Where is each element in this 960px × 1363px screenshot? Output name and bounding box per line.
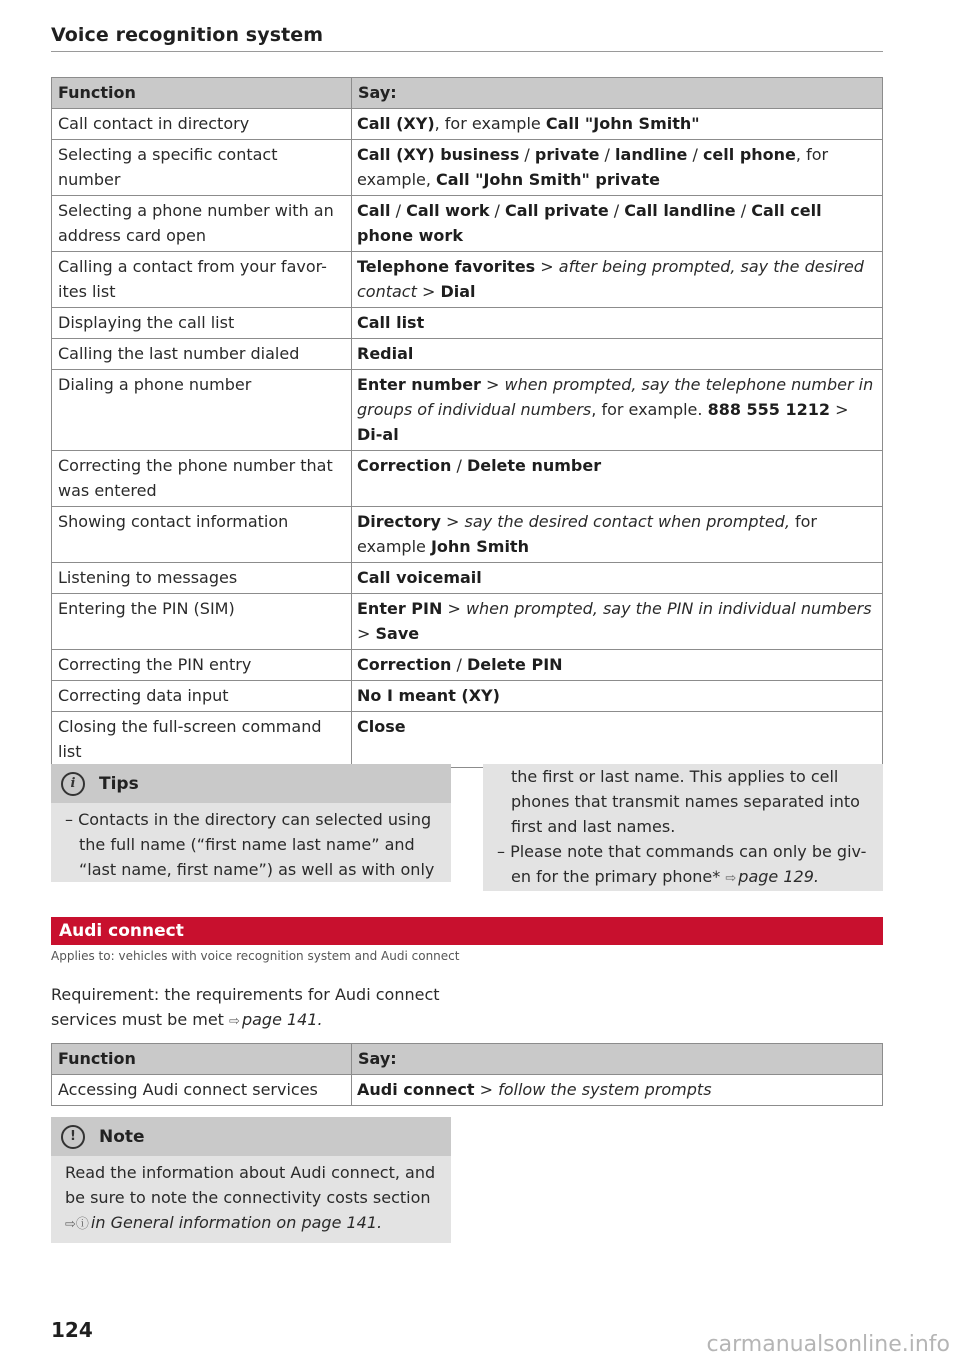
say-segment: Call work: [406, 201, 490, 220]
column-header-function: Function: [52, 1044, 352, 1075]
function-cell: Call contact in directory: [52, 109, 352, 140]
page-ref-link[interactable]: page 141.: [241, 1010, 323, 1029]
arrow-icon: ⇨ⓘ: [65, 1217, 89, 1232]
tips-header: [51, 764, 451, 803]
say-cell: [352, 594, 883, 650]
say-segment: for example: [357, 512, 817, 556]
function-cell: Showing contact information: [52, 507, 352, 563]
tips-item-1: – Contacts in the directory can selected using the full name (“first name last name” and “last name, first name”) as well as with only: [65, 810, 435, 879]
say-segment: Call "John Smith": [545, 114, 700, 133]
info-icon: i: [61, 772, 85, 796]
requirement-text: [51, 982, 471, 1034]
say-segment: Telephone favorites: [357, 257, 536, 276]
say-segment: Call (XY): [357, 114, 435, 133]
header-divider: [51, 51, 883, 52]
table-row: [52, 650, 883, 681]
say-segment: landline: [615, 145, 688, 164]
column-header-say: Say:: [352, 78, 883, 109]
note-body: [51, 1156, 451, 1243]
say-cell: [352, 1075, 883, 1106]
function-cell: Selecting a phone number with an address card open: [52, 196, 352, 252]
say-segment: >: [416, 282, 441, 301]
table-row: [52, 451, 883, 507]
note-header: [51, 1117, 451, 1156]
function-cell: Correcting the phone number that was entered: [52, 451, 352, 507]
tips-item-2: [497, 839, 869, 891]
say-segment: >: [535, 257, 559, 276]
say-segment: Di-al: [357, 425, 399, 444]
say-cell: [352, 308, 883, 339]
say-segment: Call (XY) business: [357, 145, 520, 164]
say-segment: after being prompted, say the desired contact: [357, 257, 864, 301]
table-row: [52, 339, 883, 370]
tips-body-left: [51, 803, 451, 882]
arrow-icon: ⇨: [229, 1014, 240, 1029]
say-segment: follow the system prompts: [498, 1080, 712, 1099]
say-segment: /: [519, 145, 535, 164]
page-ref-link[interactable]: in General information on page 141.: [90, 1213, 383, 1232]
say-segment: Save: [375, 624, 420, 643]
tips-box-continued: [483, 764, 883, 890]
say-segment: cell phone: [702, 145, 796, 164]
function-cell: Calling a contact from your favor-ites list: [52, 252, 352, 308]
table-row: [52, 196, 883, 252]
table-row: [52, 594, 883, 650]
table-row: [52, 370, 883, 451]
function-cell: Calling the last number dialed: [52, 339, 352, 370]
tips-item-1-continued: the first or last name. This applies to cell phones that transmit names separated into first and last names.: [511, 767, 860, 836]
table-row: [52, 308, 883, 339]
say-segment: Close: [357, 717, 406, 736]
table-row: [52, 712, 883, 768]
page-ref-link[interactable]: page 129.: [738, 867, 819, 886]
page-number: 124: [51, 1318, 93, 1342]
say-segment: Delete number: [466, 456, 602, 475]
say-segment: Audi connect: [357, 1080, 475, 1099]
say-segment: , for example: [434, 114, 546, 133]
say-segment: Directory: [357, 512, 441, 531]
say-segment: >: [480, 375, 505, 394]
tips-item-2-text: – Please note that commands can only be giv-en for the primary phone*: [497, 842, 867, 886]
say-segment: when prompted, say the telephone number in groups of individual numbers: [357, 375, 874, 419]
function-cell: Accessing Audi connect services: [52, 1075, 352, 1106]
page-header-title: Voice recognition system: [51, 24, 324, 46]
requirement-body: Requirement: the requirements for Audi connect services must be met: [51, 985, 440, 1029]
function-cell: Selecting a specific contact number: [52, 140, 352, 196]
note-title: Note: [99, 1126, 145, 1147]
say-segment: when prompted, say the PIN in individual numbers: [465, 599, 872, 618]
say-cell: [352, 650, 883, 681]
function-cell: Closing the full-screen command list: [52, 712, 352, 768]
note-text: Read the information about Audi connect, and be sure to note the connectivity costs section: [65, 1163, 436, 1207]
tips-title: Tips: [99, 773, 139, 794]
function-cell: Correcting data input: [52, 681, 352, 712]
say-cell: [352, 196, 883, 252]
say-segment: /: [687, 145, 703, 164]
say-segment: Redial: [357, 344, 414, 363]
say-segment: /: [735, 201, 752, 220]
section-title-audi-connect: Audi connect: [51, 917, 883, 945]
say-cell: [352, 507, 883, 563]
say-cell: [352, 339, 883, 370]
say-segment: Delete PIN: [466, 655, 563, 674]
say-cell: [352, 370, 883, 451]
tips-body-right: [483, 764, 883, 891]
table-row: [52, 1075, 883, 1106]
table-row: [52, 507, 883, 563]
function-cell: Dialing a phone number: [52, 370, 352, 451]
say-segment: /: [489, 201, 506, 220]
table-row: [52, 563, 883, 594]
say-segment: Correction: [357, 655, 452, 674]
say-segment: >: [440, 512, 465, 531]
say-segment: Correction: [357, 456, 452, 475]
say-segment: Call landline: [624, 201, 736, 220]
table-row: [52, 109, 883, 140]
say-segment: Call private: [505, 201, 609, 220]
say-segment: /: [599, 145, 616, 164]
say-cell: [352, 681, 883, 712]
say-cell: [352, 451, 883, 507]
note-box: [51, 1117, 451, 1243]
say-cell: [352, 563, 883, 594]
function-cell: Correcting the PIN entry: [52, 650, 352, 681]
column-header-function: Function: [52, 78, 352, 109]
table-row: [52, 681, 883, 712]
say-segment: >: [830, 400, 849, 419]
say-segment: /: [608, 201, 625, 220]
say-segment: 888 555 1212: [707, 400, 831, 419]
table-row: [52, 140, 883, 196]
watermark: carmanualsonline.info: [706, 1332, 950, 1357]
say-segment: , for example,: [357, 145, 829, 189]
say-segment: Call: [357, 201, 391, 220]
say-segment: No I meant (XY): [357, 686, 500, 705]
function-cell: Entering the PIN (SIM): [52, 594, 352, 650]
say-segment: >: [357, 624, 376, 643]
voice-commands-table: [51, 77, 883, 768]
say-cell: [352, 712, 883, 768]
say-segment: /: [451, 655, 467, 674]
applies-to-text: Applies to: vehicles with voice recognition system and Audi connect: [51, 949, 460, 963]
say-segment: Dial: [440, 282, 476, 301]
say-segment: John Smith: [430, 537, 529, 556]
tips-box: [51, 764, 451, 882]
say-segment: /: [390, 201, 407, 220]
say-cell: [352, 252, 883, 308]
say-segment: /: [451, 456, 467, 475]
audi-connect-table: [51, 1043, 883, 1106]
say-segment: >: [442, 599, 466, 618]
function-cell: Listening to messages: [52, 563, 352, 594]
say-segment: Call voicemail: [357, 568, 482, 587]
say-segment: Call "John Smith" private: [436, 170, 660, 189]
table-header-row: [52, 1044, 883, 1075]
say-cell: [352, 140, 883, 196]
table-header-row: [52, 78, 883, 109]
column-header-say: Say:: [352, 1044, 883, 1075]
say-cell: [352, 109, 883, 140]
function-cell: Displaying the call list: [52, 308, 352, 339]
say-segment: Enter PIN: [357, 599, 443, 618]
say-segment: Enter number: [357, 375, 481, 394]
say-segment: say the desired contact when prompted,: [464, 512, 790, 531]
say-segment: >: [474, 1080, 499, 1099]
say-segment: Call list: [357, 313, 425, 332]
arrow-icon: ⇨: [725, 871, 737, 886]
say-segment: private: [534, 145, 600, 164]
warning-icon: !: [61, 1125, 85, 1149]
say-segment: , for example.: [591, 400, 708, 419]
say-segment: Call cell phone work: [357, 201, 822, 245]
table-row: [52, 252, 883, 308]
